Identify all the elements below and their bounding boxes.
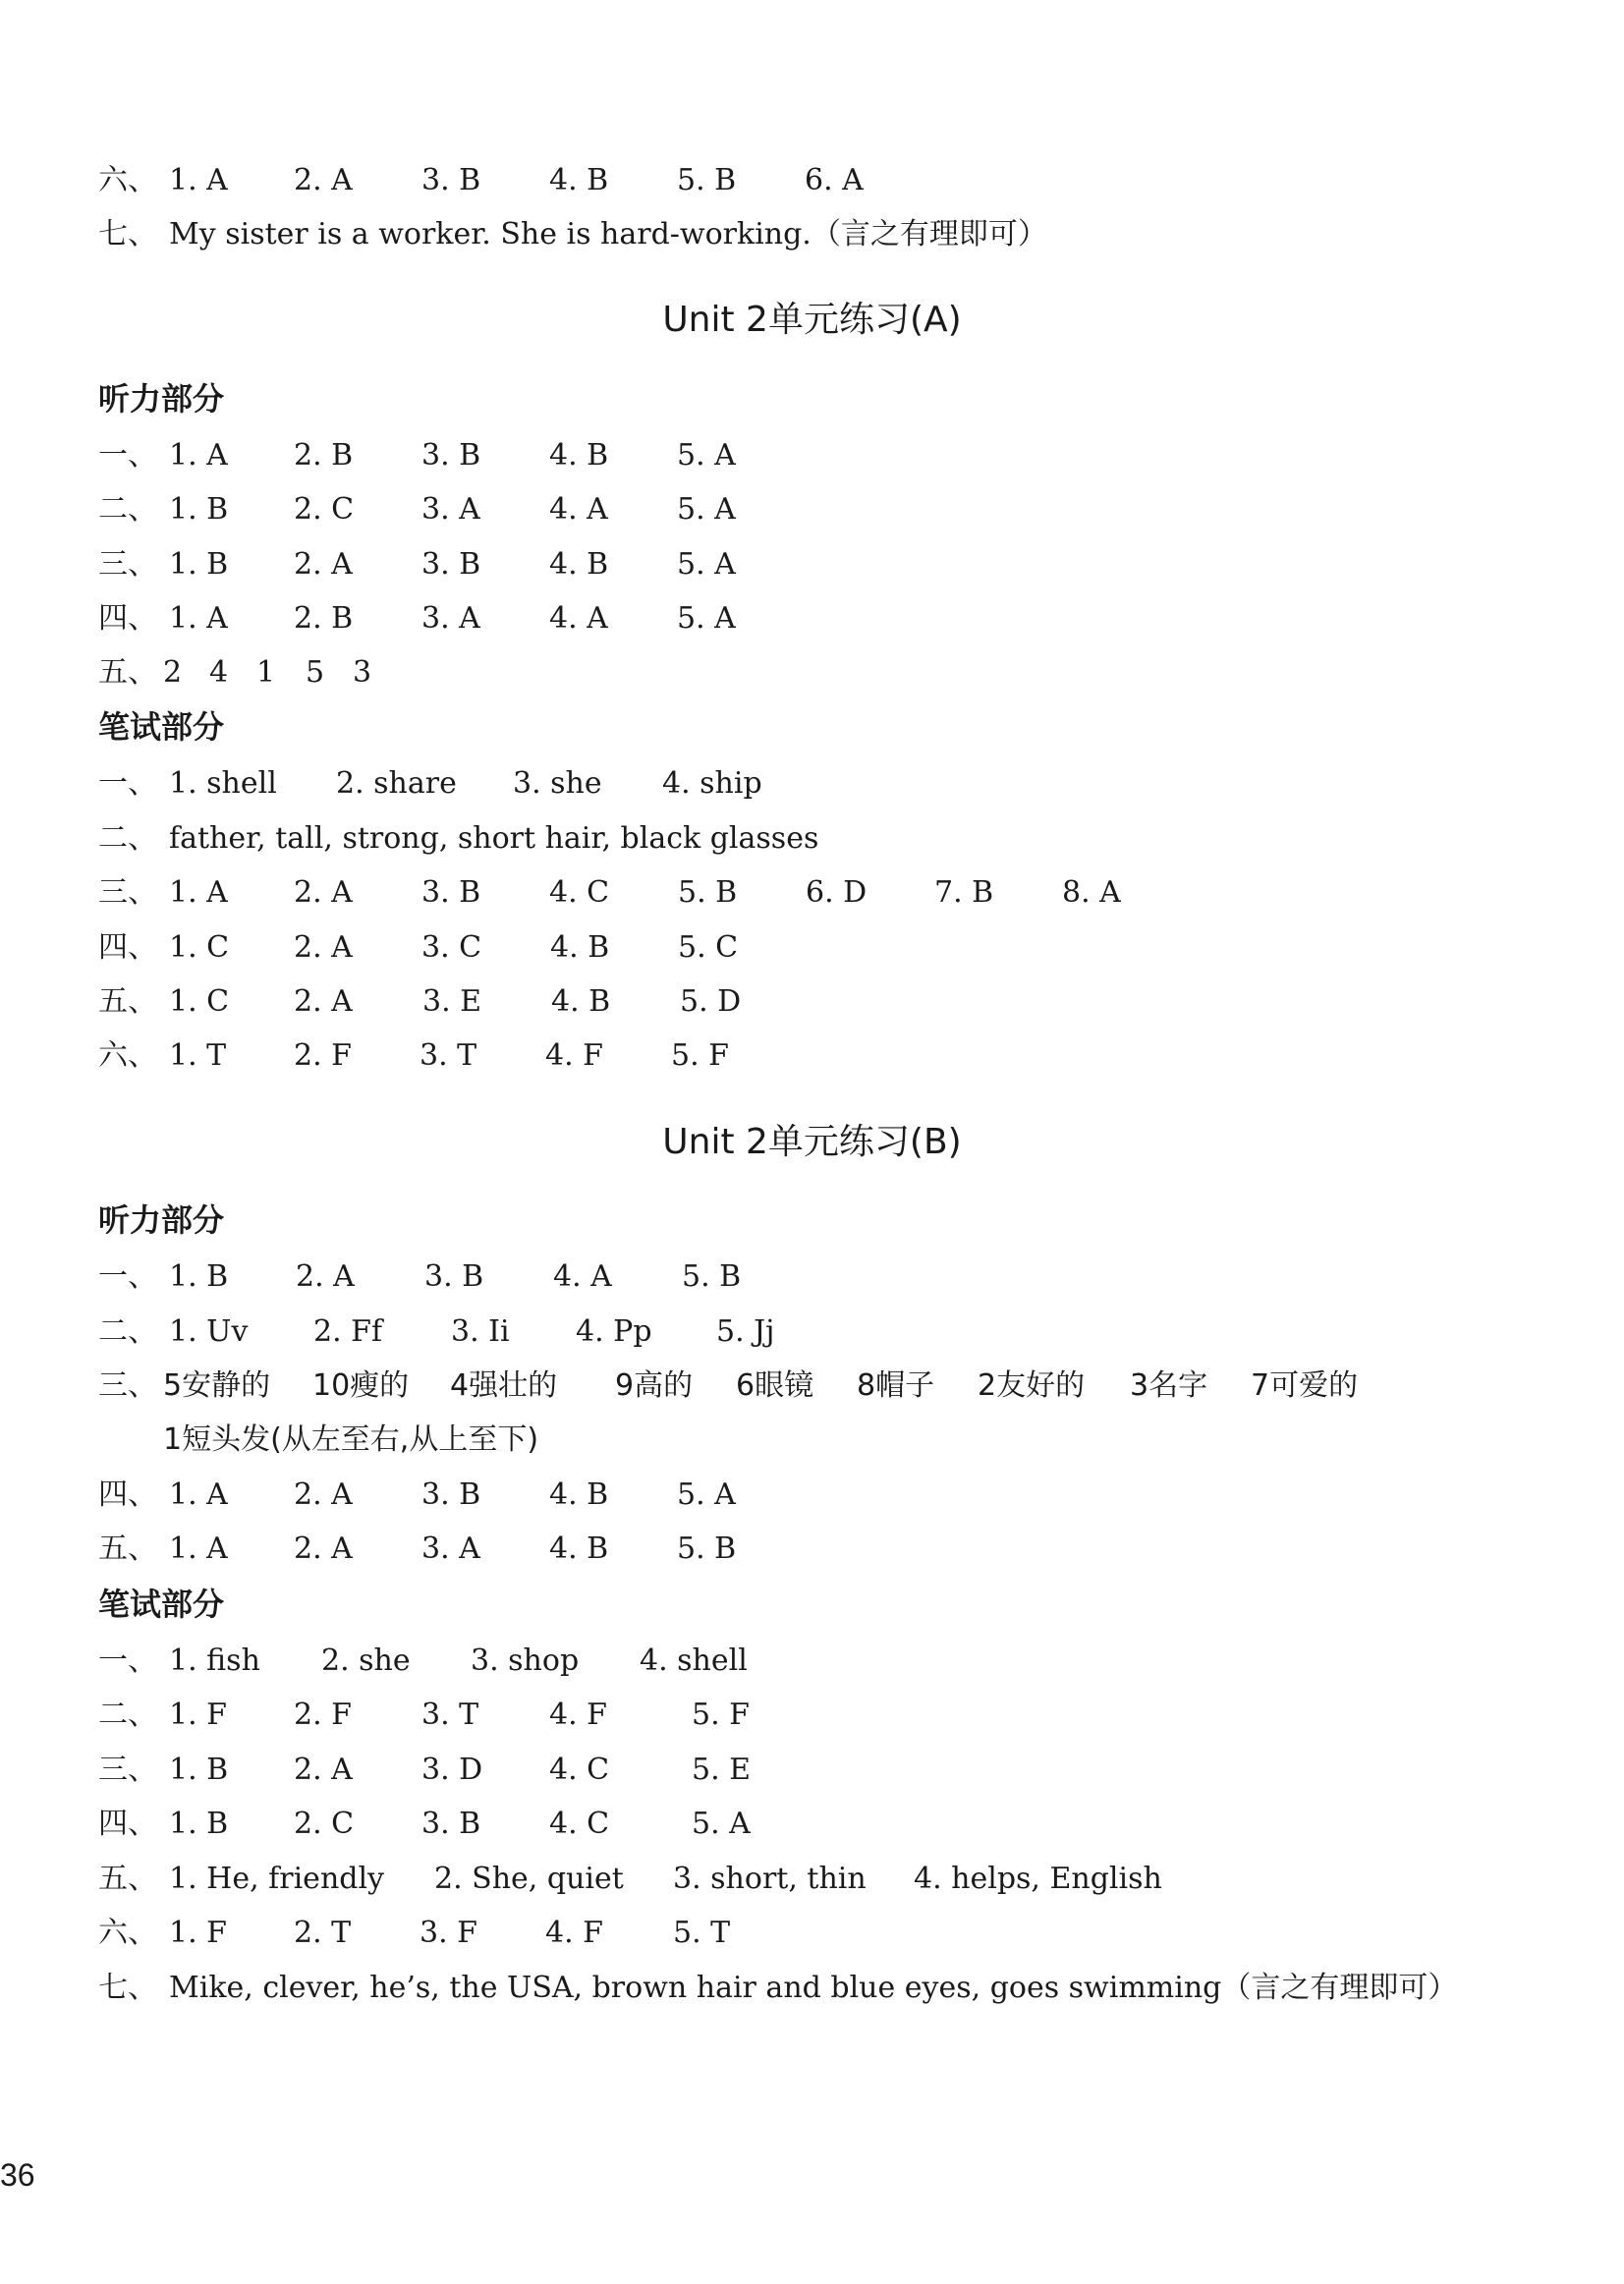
answer-line: 七、 My sister is a worker. She is hard-working.（言之有理即可） (98, 217, 1047, 251)
answer-line: 四、 1. C 2. A 3. C 4. B 5. C (98, 930, 739, 965)
answer-line: 六、 1. F 2. T 3. F 4. F 5. T (98, 1916, 731, 1950)
answer-line: 二、 father, tall, strong, short hair, black glasses (98, 821, 819, 856)
answer-line: 一、 1. fish 2. she 3. shop 4. shell (98, 1643, 748, 1678)
answer-line: 三、 1. A 2. A 3. B 4. C 5. B 6. D 7. B 8. A (98, 875, 1121, 910)
section-heading: 笔试部分 (98, 708, 225, 746)
answer-line: 七、 Mike, clever, he’s, the USA, brown hair and blue eyes, goes swimming（言之有理即可） (98, 1971, 1458, 2005)
answer-line: 三、 5安静的 10瘦的 4强壮的 9高的 6眼镜 8帽子 2友好的 3名字 7可爱的 (98, 1368, 1359, 1403)
section-heading: 听力部分 (98, 1201, 225, 1239)
answer-line: 三、 1. B 2. A 3. B 4. B 5. A (98, 547, 736, 582)
unit-title: Unit 2单元练习(B) (662, 1122, 962, 1162)
answer-line: 四、 1. A 2. A 3. B 4. B 5. A (98, 1477, 736, 1512)
section-heading: 听力部分 (98, 380, 225, 418)
answer-line: 六、 1. A 2. A 3. B 4. B 5. B 6. A (98, 163, 864, 197)
answer-line: 五、 1. C 2. A 3. E 4. B 5. D (98, 984, 742, 1019)
answer-line: 五、 1. He, friendly 2. She, quiet 3. short, thin 4. helps, English (98, 1862, 1162, 1896)
answer-line: 三、 1. B 2. A 3. D 4. C 5. E (98, 1753, 752, 1787)
answer-line: 五、 2 4 1 5 3 (98, 655, 372, 690)
answer-line: 一、 1. B 2. A 3. B 4. A 5. B (98, 1259, 742, 1294)
answer-line: 二、 1. Uv 2. Ff 3. Ii 4. Pp 5. Jj (98, 1314, 775, 1349)
answer-line: 四、 1. B 2. C 3. B 4. C 5. A (98, 1807, 751, 1841)
answer-line: 二、 1. B 2. C 3. A 4. A 5. A (98, 492, 736, 527)
answer-line: 四、 1. A 2. B 3. A 4. A 5. A (98, 601, 736, 636)
answer-line: 一、 1. A 2. B 3. B 4. B 5. A (98, 438, 736, 473)
answer-line: 一、 1. shell 2. share 3. she 4. ship (98, 766, 762, 801)
page-number: 36 (0, 2157, 35, 2193)
answer-line-continuation: 1短头发(从左至右,从上至下) (163, 1422, 539, 1457)
unit-title: Unit 2单元练习(A) (662, 300, 962, 340)
answer-line: 六、 1. T 2. F 3. T 4. F 5. F (98, 1038, 729, 1073)
section-heading: 笔试部分 (98, 1586, 225, 1623)
answer-line: 五、 1. A 2. A 3. A 4. B 5. B (98, 1532, 737, 1566)
answer-line: 二、 1. F 2. F 3. T 4. F 5. F (98, 1698, 750, 1732)
